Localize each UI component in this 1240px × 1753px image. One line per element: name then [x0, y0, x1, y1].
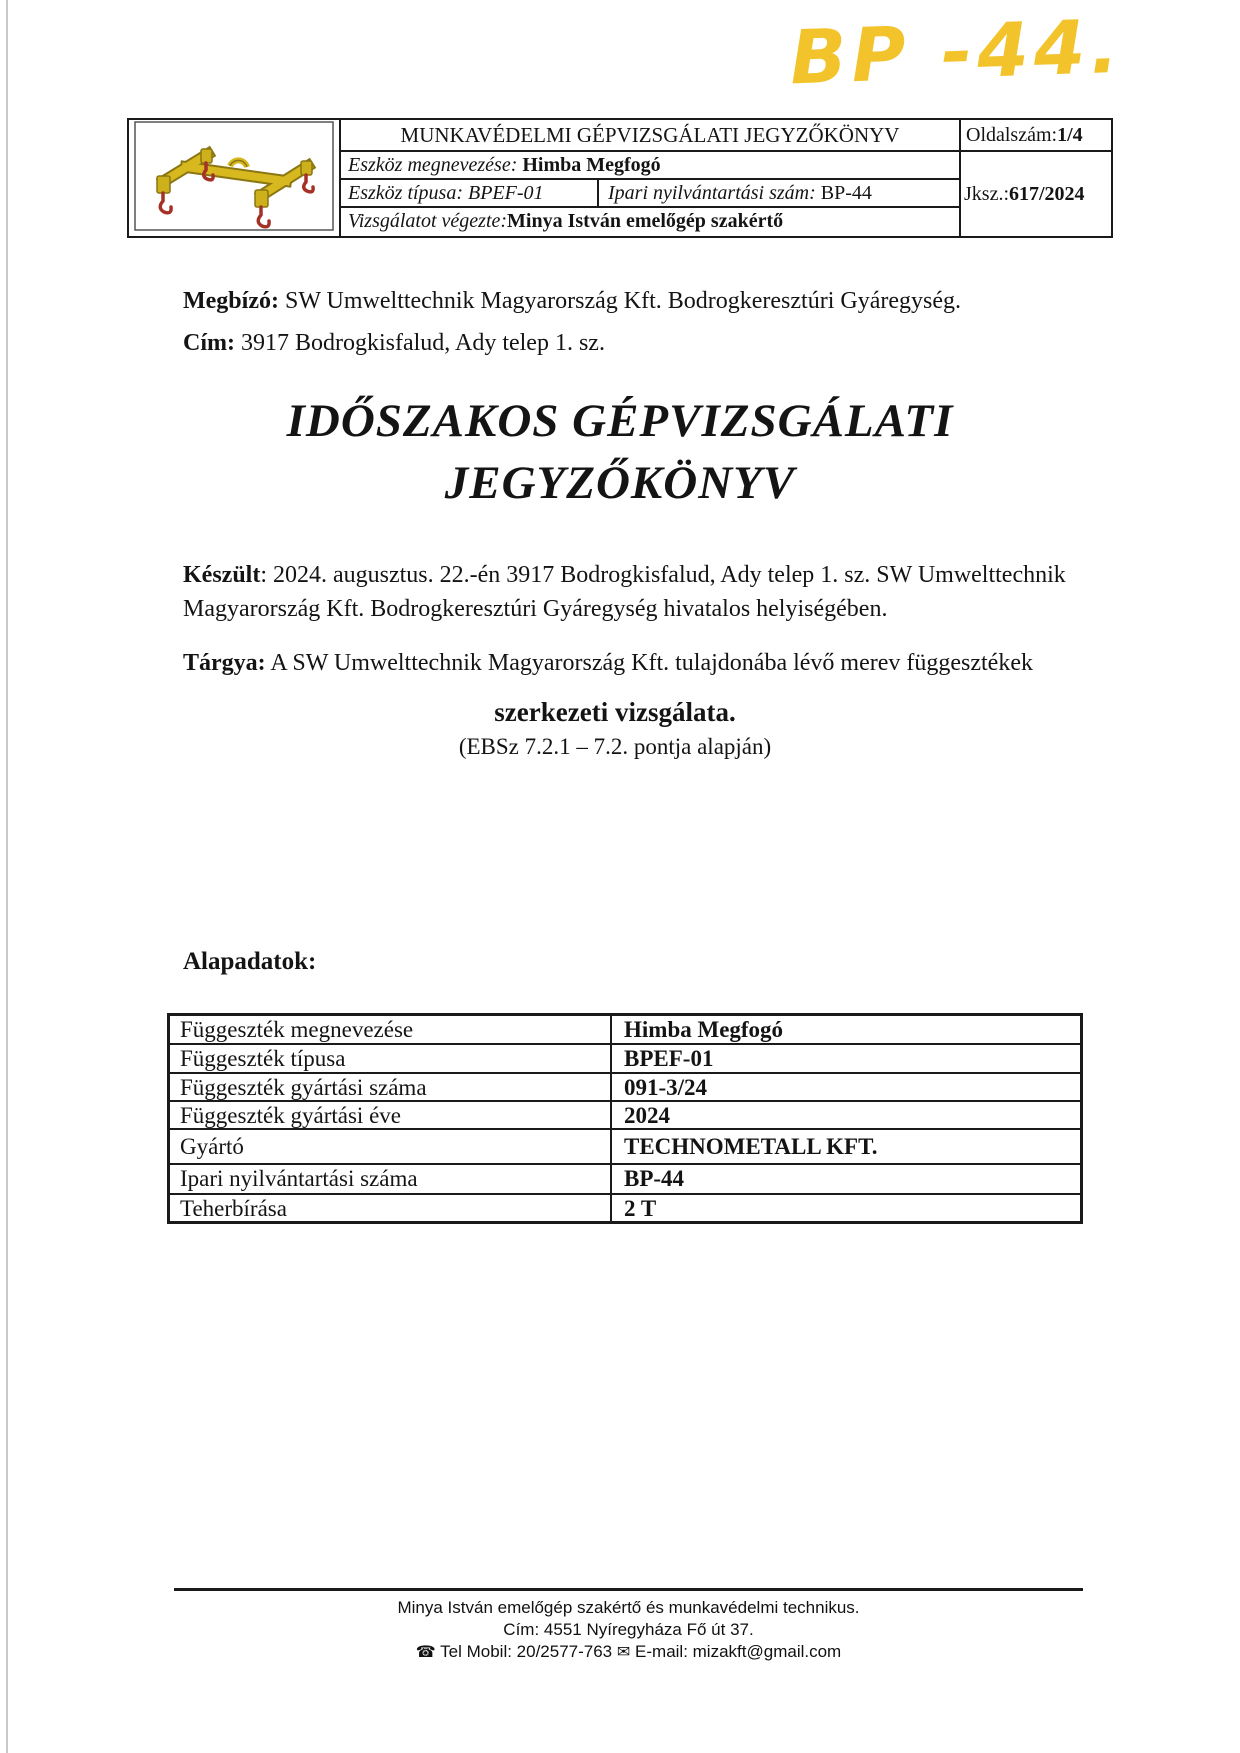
table-cell-value: BPEF-01 [624, 1046, 714, 1071]
case-number-label: Jksz.: [964, 182, 1009, 205]
case-number-cell [961, 152, 1111, 236]
basic-data-table [167, 1013, 1083, 1224]
footer-line2: Cím: 4551 Nyíregyháza Fő út 37. [503, 1620, 754, 1639]
footer-line1: Minya István emelőgép szakértő és munkavédelmi technikus. [397, 1598, 860, 1617]
header-table [127, 118, 1113, 238]
address-label: Cím: [183, 330, 235, 356]
table-row [170, 1130, 1080, 1165]
page-number-value: 1/4 [1057, 124, 1083, 146]
footer-line3 [174, 1641, 1083, 1664]
client-text: SW Umwelttechnik Magyarország Kft. Bodrogkeresztúri Gyáregység. [278, 288, 961, 314]
main-title-line2: JEGYZŐKÖNYV [444, 457, 796, 509]
table-row [170, 1195, 1080, 1221]
device-name-label: Eszköz megnevezése: [348, 154, 518, 176]
spreader-beam-photo-icon [134, 121, 334, 236]
header-right-column [961, 120, 1111, 236]
subject-emphasis: szerkezeti vizsgálata. [494, 697, 736, 727]
footer-divider [174, 1588, 1083, 1591]
client-line [183, 288, 961, 315]
footer-phone: Tel Mobil: 20/2577-763 [440, 1642, 613, 1661]
subject-label: Tárgya: [183, 650, 266, 676]
page-number-cell [961, 120, 1111, 152]
table-cell-value: 2024 [624, 1103, 670, 1128]
device-type-cell: Eszköz típusa: BPEF-01 [341, 180, 599, 206]
phone-icon: ☎ [415, 1644, 436, 1661]
registry-cell [599, 180, 959, 206]
table-cell-value: 2 T [624, 1196, 657, 1221]
table-row [170, 1102, 1080, 1130]
device-photo-cell [129, 120, 341, 236]
main-title [70, 390, 1170, 514]
table-cell-value: BP-44 [624, 1166, 685, 1191]
basic-data-heading: Alapadatok: [183, 948, 317, 975]
table-row [170, 1165, 1080, 1195]
registry-value: BP-44 [820, 182, 872, 204]
table-row [170, 1045, 1080, 1074]
main-title-line1: IDŐSZAKOS GÉPVIZSGÁLATI [286, 395, 954, 447]
header-middle-column [341, 120, 961, 236]
scan-edge-artifact [6, 0, 8, 1753]
table-cell-label: Függeszték gyártási éve [170, 1102, 612, 1128]
table-cell-label: Ipari nyilvántartási száma [170, 1165, 612, 1193]
table-cell-label: Gyártó [170, 1130, 612, 1163]
inspector-value: Minya István emelőgép szakértő [507, 210, 784, 232]
address-text: 3917 Bodrogkisfalud, Ady telep 1. sz. [234, 330, 605, 356]
table-cell-value: Himba Megfogó [624, 1017, 784, 1042]
inspector-row [341, 208, 959, 236]
device-name-value: Himba Megfogó [522, 154, 661, 176]
subject-text: A SW Umwelttechnik Magyarország Kft. tulajdonába lévő merev függesztékek [265, 650, 1033, 676]
registry-label: Ipari nyilvántartási szám: [608, 182, 816, 204]
footer [174, 1597, 1083, 1664]
table-cell-label: Függeszték megnevezése [170, 1016, 612, 1043]
subject-line [183, 650, 1033, 677]
page-number-label: Oldalszám: [966, 124, 1058, 146]
table-row [170, 1016, 1080, 1045]
report-title: MUNKAVÉDELMI GÉPVIZSGÁLATI JEGYZŐKÖNYV [341, 120, 959, 152]
device-type-row [341, 180, 959, 208]
table-cell-label: Függeszték típusa [170, 1045, 612, 1072]
table-cell-label: Függeszték gyártási száma [170, 1074, 612, 1100]
table-cell-value: TECHNOMETALL KFT. [624, 1134, 878, 1159]
table-row [170, 1074, 1080, 1102]
handwritten-annotation: BP -44. [788, 3, 1125, 102]
made-text: : 2024. augusztus. 22.-én 3917 Bodrogkisfalud, Ady telep 1. sz. SW Umwelttechnik Magyarország Kft. Bodrogkeresztúri Gyáregység hivatalos helyiségében. [183, 562, 1066, 622]
made-paragraph [183, 558, 1083, 626]
table-cell-label: Teherbírása [170, 1195, 612, 1221]
device-name-row [341, 152, 959, 180]
case-number-value: 617/2024 [1009, 182, 1085, 205]
inspector-label: Vizsgálatot végezte: [348, 210, 508, 232]
made-label: Készült [183, 562, 261, 588]
mail-icon: ✉ [616, 1644, 631, 1661]
client-label: Megbízó: [183, 288, 279, 314]
footer-email: E-mail: mizakft@gmail.com [635, 1642, 842, 1661]
table-cell-value: 091-3/24 [624, 1075, 708, 1100]
address-line [183, 330, 605, 357]
subject-reference: (EBSz 7.2.1 – 7.2. pontja alapján) [458, 734, 772, 759]
